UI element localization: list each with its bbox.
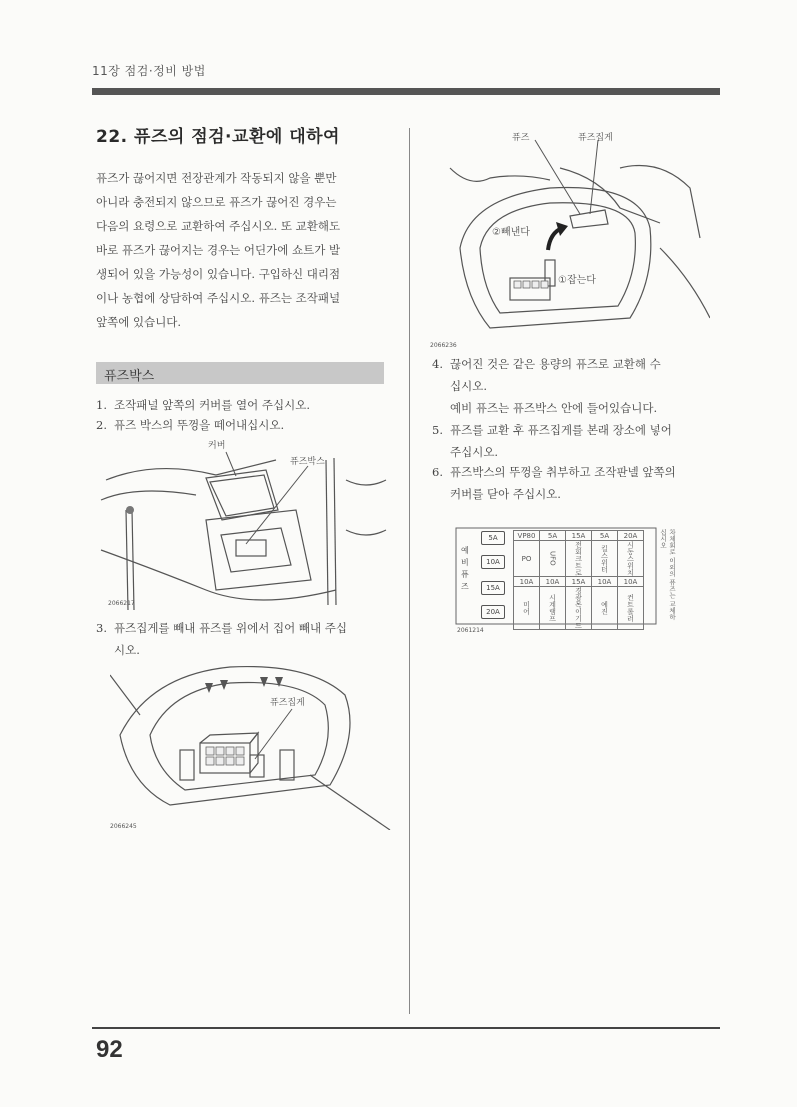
intro-line: 다음의 요령으로 교환하여 주십시오. 또 교환해도 — [96, 219, 341, 233]
step-number: 5. — [432, 423, 443, 437]
step-text: 퓨즈박스의 뚜껑을 취부하고 조작판넬 앞쪽의 — [450, 465, 676, 479]
fuse-rating: 15A — [566, 531, 592, 541]
step-1 — [96, 394, 310, 416]
step-2 — [96, 414, 284, 436]
fuse-rating: 10A — [514, 577, 540, 587]
fuse-grid — [513, 530, 644, 630]
step-number: 1. — [96, 398, 107, 412]
intro-line: 앞쪽에 있습니다. — [96, 315, 182, 329]
label-grab: ①잡는다 — [558, 275, 596, 286]
fuse-rating: 10A — [540, 577, 566, 587]
fuse-rating: 5A — [592, 531, 618, 541]
pull-fuse-drawing — [430, 128, 710, 350]
fuse-rating: 5A — [540, 531, 566, 541]
spare-fuse-5a: 5A — [481, 531, 505, 545]
step-text: 조작패널 앞쪽의 커버를 열어 주십시오. — [114, 398, 311, 412]
fuse-name: 컨트롤러 — [618, 587, 644, 630]
spare-fuse-label: 예비퓨즈 — [461, 546, 469, 591]
step-text: 끊어진 것은 같은 용량의 퓨즈로 교환해 수 — [450, 357, 661, 371]
fuse-name: 시계램프 — [540, 587, 566, 630]
fuse-name: PO — [514, 541, 540, 577]
subsection-title: 퓨즈박스 — [104, 369, 155, 384]
spare-fuse-10a: 10A — [481, 555, 505, 569]
label-fuse-clip: 퓨즈집게 — [578, 133, 613, 143]
fuse-name: 시동스위치 — [618, 541, 644, 577]
step-6 — [432, 461, 720, 505]
figure-fuse-clip — [110, 655, 392, 830]
fuse-label-panel — [455, 527, 681, 634]
step-5 — [432, 419, 720, 463]
column-divider — [409, 128, 410, 1014]
fuse-rating: 10A — [592, 577, 618, 587]
step-number: 4. — [432, 357, 443, 371]
figure-code: 2066217 — [108, 600, 135, 607]
step-number: 3. — [96, 621, 107, 635]
spare-fuse-15a: 15A — [481, 581, 505, 595]
label-fuse-clip: 퓨즈집게 — [270, 698, 305, 708]
step-text: 퓨즈를 교환 후 퓨즈집게를 본래 장소에 넣어 — [450, 423, 672, 437]
fuse-name: 예진 — [592, 587, 618, 630]
step-text-cont: 주십시오. — [450, 445, 499, 459]
page-number: 92 — [96, 1036, 123, 1063]
intro-line: 생되어 있을 가능성이 있습니다. 구입하신 대리점 — [96, 267, 341, 281]
cover-fusebox-drawing — [96, 440, 388, 610]
label-cover: 커버 — [208, 441, 226, 451]
fuse-name: 경광목이기드 — [566, 587, 592, 630]
header-rule — [92, 88, 720, 95]
step-number: 2. — [96, 418, 107, 432]
label-pull-out: ②빼낸다 — [492, 227, 530, 238]
step-text: 예비 퓨즈는 퓨즈박스 안에 들어있습니다. — [450, 401, 658, 415]
step-text-cont: 커버를 닫아 주십시오. — [450, 487, 561, 501]
intro-line: 아니라 충전되지 않으므로 퓨즈가 끊어진 경우는 — [96, 195, 337, 209]
running-header: 11장 점검·정비 방법 — [92, 64, 206, 78]
fuse-name: 전회크트로 — [566, 541, 592, 577]
intro-paragraph — [96, 166, 392, 334]
spare-fuse-20a: 20A — [481, 605, 505, 619]
footer-rule — [92, 1027, 720, 1029]
figure-cover-fusebox — [96, 440, 388, 610]
step-number: 6. — [432, 465, 443, 479]
intro-line: 퓨즈가 끊어지면 전장관계가 작동되지 않을 뿐만 — [96, 171, 337, 185]
figure-code: 2061214 — [457, 627, 484, 634]
step-4 — [432, 353, 720, 397]
fuse-panel-note: 차체회로 이외의 퓨즈는 교체하십시오 — [659, 529, 676, 620]
step-text-cont: 시오. — [114, 643, 140, 657]
intro-line: 이나 농협에 상담하여 주십시오. 퓨즈는 조작패널 — [96, 291, 341, 305]
step-text-cont: 십시오. — [450, 379, 487, 393]
intro-line: 바로 퓨즈가 끊어지는 경우는 어딘가에 쇼트가 발 — [96, 243, 341, 257]
step-text: 퓨즈집게를 빼내 퓨즈를 위에서 집어 빼내 주십 — [114, 621, 348, 635]
step-4-note — [432, 397, 720, 419]
figure-code: 2066245 — [110, 823, 137, 830]
label-fusebox: 퓨즈박스 — [290, 457, 325, 467]
fuse-rating: 15A — [566, 577, 592, 587]
fuse-name: 미어 — [514, 587, 540, 630]
step-text: 퓨즈 박스의 뚜껑을 떼어내십시오. — [114, 418, 285, 432]
section-title: 22. 퓨즈의 점검·교환에 대하여 — [96, 127, 340, 147]
fuse-rating: 10A — [618, 577, 644, 587]
label-fuse: 퓨즈 — [512, 133, 530, 143]
fuse-rating: VP80 — [514, 531, 540, 541]
figure-pull-fuse — [430, 128, 710, 350]
fuse-name: UFO — [540, 541, 566, 577]
fuse-clip-drawing — [110, 655, 392, 830]
fuse-rating: 20A — [618, 531, 644, 541]
fuse-name: 킬스위터 — [592, 541, 618, 577]
figure-code: 2066236 — [430, 342, 457, 349]
